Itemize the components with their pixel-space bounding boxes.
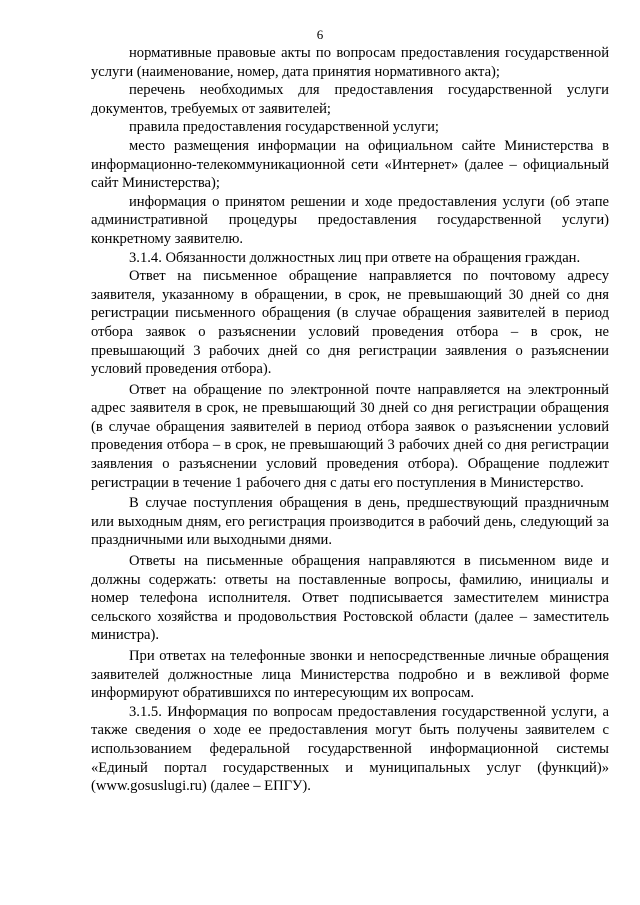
paragraph-written-response: Ответ на письменное обращение направляется по почтовому адресу заявителя, указанному в обращении, в срок, не превышающий 30 дней со дня регистрации письменного обращения (в случае обращения заявителей в период отбора заявок о разъяснении условий проведения отбора – в срок, не превышающий 3 рабочих дней со дня регистрации заявления о разъяснении условий проведения отбора). bbox=[91, 268, 609, 378]
paragraph-normative-acts: нормативные правовые акты по вопросам предоставления государственной услуги (наименование, номер, дата принятия нормативного акта); bbox=[91, 45, 609, 80]
paragraph-holiday-registration: В случае поступления обращения в день, предшествующий праздничным или выходным дням, его регистрация производится в рабочий день, следующий за праздничными или выходными днями. bbox=[91, 495, 609, 549]
paragraph-phone-response: При ответах на телефонные звонки и непосредственные личные обращения заявителей должностные лица Министерства подробно и в вежливой форме информируют обратившихся по интересующим их вопросам. bbox=[91, 648, 609, 702]
page-number: 6 bbox=[316, 27, 324, 42]
section-3-1-4-heading: 3.1.4. Обязанности должностных лиц при ответе на обращения граждан. bbox=[129, 249, 581, 266]
paragraph-service-rules: правила предоставления государственной услуги; bbox=[129, 119, 439, 136]
paragraph-decision-info: информация о принятом решении и ходе предоставления услуги (об этапе административной процедуры предоставления государственной услуги) конкретному заявителю. bbox=[91, 193, 609, 247]
paragraph-email-response: Ответ на обращение по электронной почте направляется на электронный адрес заявителя в срок, не превышающий 30 дней со дня регистрации обращения (в случае обращения заявителей в период отбора заявок о разъяснении условий проведения отбора – в срок, не превышающий 3 рабочих дней со дня регистрации заявления о разъяснении условий проведения отбора). Обращение подлежит регистрации в течение 1 рабочего дня с даты его поступления в Министерство. bbox=[91, 381, 609, 491]
section-3-1-5-paragraph: 3.1.5. Информация по вопросам предоставления государственной услуги, а также сведения о ходе ее предоставления могут быть получены заявителем с использованием федеральной государственной информационной системы «Единый портал государственных и муниципальных услуг (функций)» (www.gosuslugi.ru) (далее – ЕПГУ). bbox=[91, 703, 609, 795]
document-body bbox=[91, 44, 609, 796]
paragraph-response-content: Ответы на письменные обращения направляются в письменном виде и должны содержать: ответы на поставленные вопросы, фамилию, инициалы и номер телефона исполнителя. Ответ подписывается заместителем министра сельского хозяйства и продовольствия Ростовской области (далее – заместитель министра). bbox=[91, 553, 609, 644]
paragraph-website-info: место размещения информации на официальном сайте Министерства в информационно-телекоммуникационной сети «Интернет» (далее – официальный сайт Министерства); bbox=[91, 137, 609, 192]
paragraph-documents-list: перечень необходимых для предоставления государственной услуги документов, требуемых от заявителей; bbox=[91, 82, 609, 117]
